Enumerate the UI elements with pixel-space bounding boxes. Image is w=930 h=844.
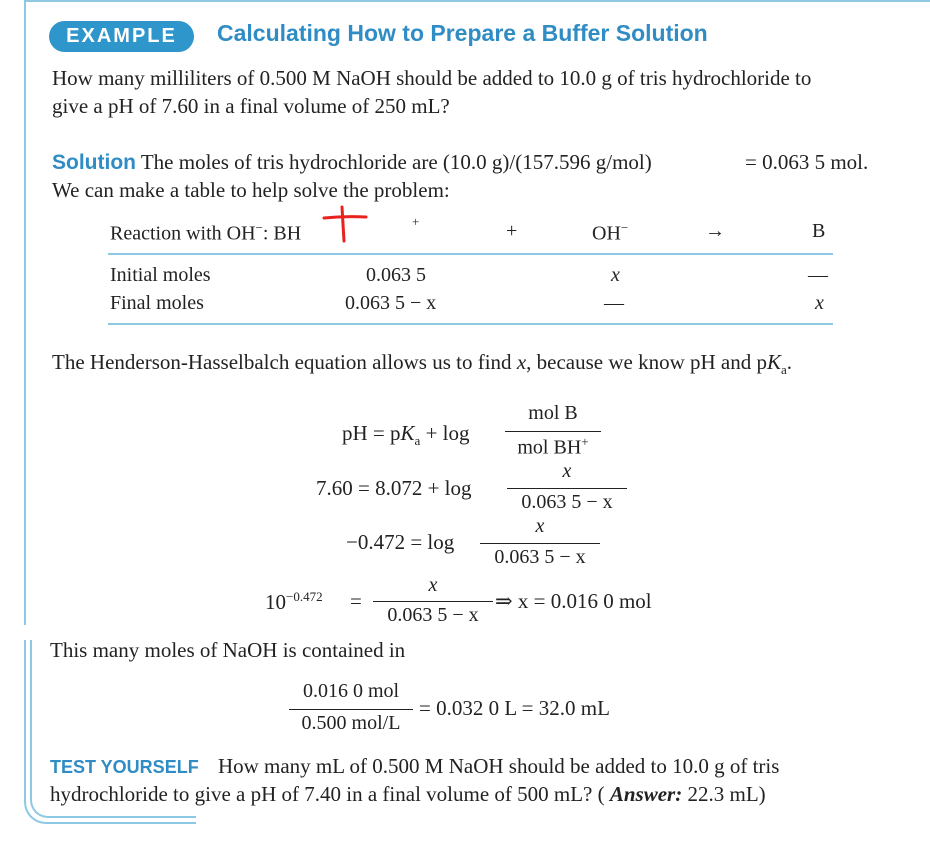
eq4-equals: = bbox=[350, 589, 362, 613]
left-rule bbox=[24, 0, 26, 625]
table-header-plus: + bbox=[506, 220, 518, 242]
test-yourself-line-2: hydrochloride to give a pH of 7.40 in a final volume of 500 mL? ( Answer: 22.3 mL) bbox=[50, 782, 766, 806]
table-header-b: B bbox=[812, 220, 826, 242]
table-row-initial-label: Initial moles bbox=[110, 264, 211, 286]
left-rule-lower bbox=[24, 640, 26, 790]
table-header-rule bbox=[108, 253, 833, 255]
table-header-reaction: Reaction with OH−: BH bbox=[110, 220, 302, 245]
solution-line-2: We can make a table to help solve the problem: bbox=[52, 178, 450, 202]
test-yourself-line-1: TEST YOURSELF How many mL of 0.500 M NaOH should be added to 10.0 g of tris bbox=[50, 754, 780, 778]
problem-line-1: How many milliliters of 0.500 M NaOH should be added to 10.0 g of tris hydrochloride to bbox=[52, 66, 812, 90]
eq4-fraction-bar bbox=[373, 601, 493, 602]
red-cross-annotation-icon bbox=[322, 204, 368, 244]
eq3-fraction-bar bbox=[480, 543, 600, 544]
table-row-final-bh: 0.063 5 − x bbox=[345, 292, 437, 314]
naoh-denominator: 0.500 mol/L bbox=[301, 712, 401, 734]
eq1-fraction-bar bbox=[505, 431, 601, 432]
table-row-initial-b: — bbox=[808, 264, 828, 286]
table-header-arrow: → bbox=[705, 220, 725, 242]
table-row-initial-oh: x bbox=[611, 264, 620, 286]
eq3-denominator: 0.063 5 − x bbox=[494, 546, 586, 568]
eq1-lhs: pH = $pK_a + \log$ bbox=[342, 421, 470, 449]
top-rule bbox=[24, 0, 930, 2]
eq2-numerator: x bbox=[562, 460, 572, 482]
example-badge: EXAMPLE bbox=[49, 21, 194, 52]
example-title: Calculating How to Prepare a Buffer Solution bbox=[217, 20, 708, 46]
hh-sentence: The Henderson-Hasselbalch equation allows us to find x, because we know pH and $pK_a$. bbox=[52, 350, 793, 378]
solution-label: Solution bbox=[52, 151, 136, 174]
eq4-lhs: $10^{-0.472}$ bbox=[265, 589, 323, 614]
naoh-sentence: This many moles of NaOH is contained in bbox=[50, 638, 406, 662]
table-row-initial-bh: 0.063 5 bbox=[366, 264, 426, 286]
eq3-lhs: −0.472 = log bbox=[346, 530, 455, 554]
table-bottom-rule bbox=[108, 323, 833, 325]
test-yourself-label: TEST YOURSELF bbox=[50, 757, 199, 777]
eq1-numerator: mol B bbox=[528, 402, 578, 424]
eq1-denominator: mol BH+ bbox=[517, 434, 589, 459]
left-rule-inner bbox=[30, 640, 32, 790]
table-header-bh-plus: + bbox=[412, 214, 420, 229]
eq4-numerator: x bbox=[428, 574, 438, 596]
solution-result: = 0.063 5 mol. bbox=[745, 150, 869, 174]
naoh-numerator: 0.016 0 mol bbox=[302, 680, 400, 702]
table-header-oh: OH− bbox=[592, 220, 629, 245]
naoh-fraction-bar bbox=[289, 709, 413, 710]
eq4-result: ⇒ x = 0.016 0 mol bbox=[495, 589, 652, 613]
eq4-denominator: 0.063 5 − x bbox=[387, 604, 479, 626]
table-row-final-label: Final moles bbox=[110, 292, 204, 314]
table-row-final-oh: — bbox=[604, 292, 624, 314]
solution-text: The moles of tris hydrochloride are (10.0 g)/(157.596 g/mol) bbox=[140, 150, 652, 174]
answer-value: 22.3 mL) bbox=[687, 782, 766, 806]
eq2-denominator: 0.063 5 − x bbox=[521, 491, 613, 513]
table-row-final-b: x bbox=[815, 292, 824, 314]
problem-line-2: give a pH of 7.60 in a final volume of 250 mL? bbox=[52, 94, 450, 118]
naoh-result: = 0.032 0 L = 32.0 mL bbox=[419, 696, 610, 720]
eq2-fraction-bar bbox=[507, 488, 627, 489]
answer-label: Answer: bbox=[609, 782, 683, 806]
eq2-lhs: 7.60 = 8.072 + log bbox=[316, 476, 472, 500]
solution-line-1 bbox=[52, 148, 652, 177]
eq3-numerator: x bbox=[535, 515, 545, 537]
